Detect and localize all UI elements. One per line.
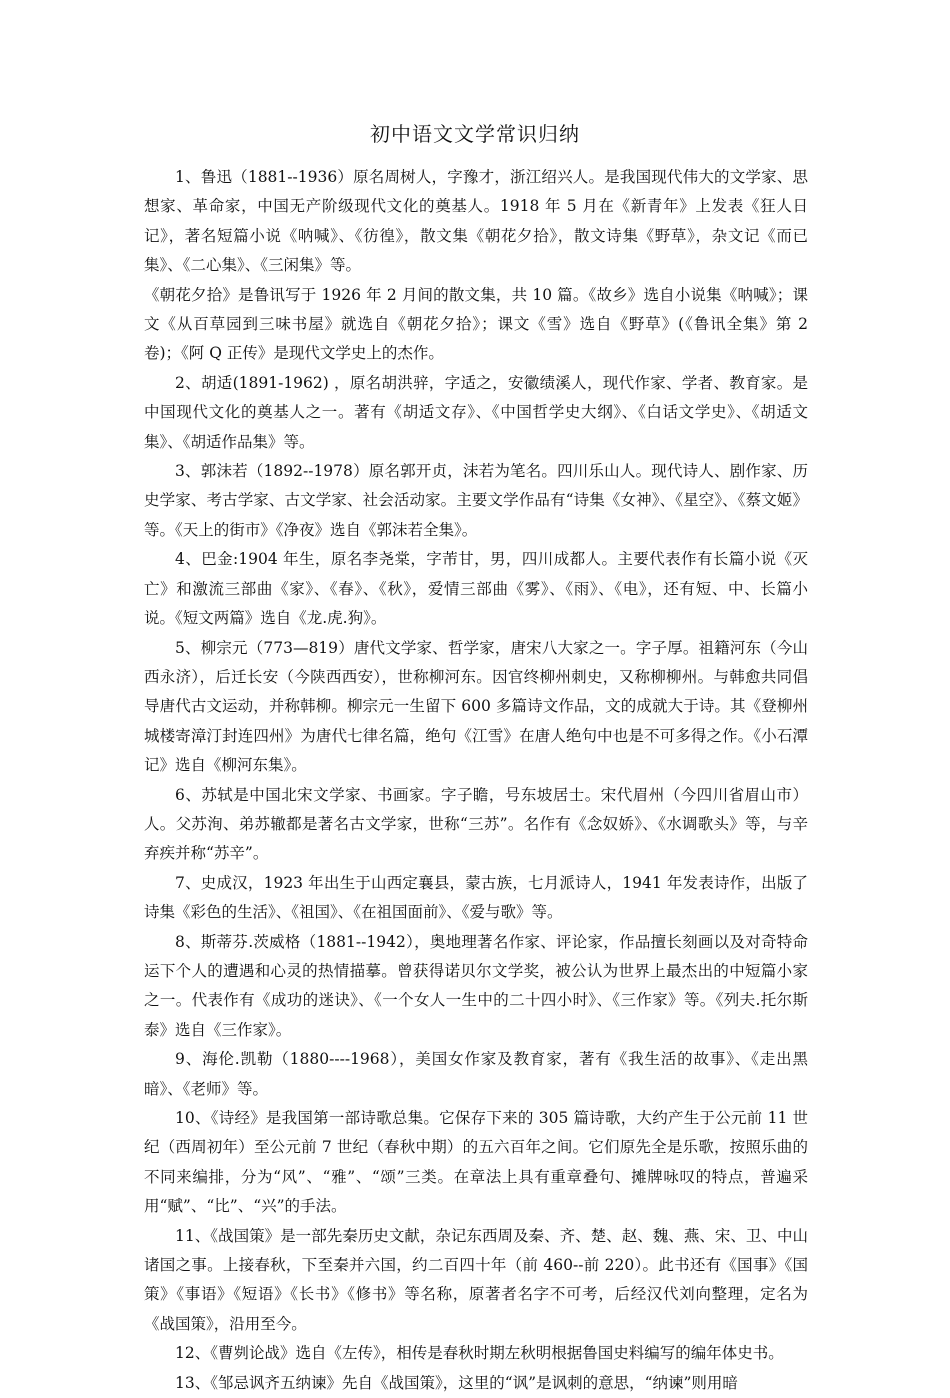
paragraph: 7、史成汉，1923 年出生于山西定襄县，蒙古族，七月派诗人，1941 年发表诗作，出版了诗集《彩色的生活》、《祖国》、《在祖国面前》、《爱与歌》等。 [144,873,808,922]
paragraph: 9、海伦.凯勒（1880----1968），美国女作家及教育家，著有《我生活的故事》、《走出黑暗》、《老师》等。 [144,1050,808,1098]
paragraph: 8、斯蒂芬.茨威格（1881--1942），奥地理著名作家、评论家，作品擅长刻画以及对奇特命运下个人的遭遇和心灵的热情描摹。曾获得诺贝尔文学奖，被公认为世界上最杰出的中短篇小家之一。代表作有《成功的迷诀》、《一个女人一生中的二十四小时》、《三作家》等。《列夫.托尔斯泰》选自《三作家》。 [144,932,808,1039]
paragraph: 10、《诗经》是我国第一部诗歌总集。它保存下来的 305 篇诗歌，大约产生于公元前 11 世纪（西周初年）至公元前 7 世纪（春秋中期）的五六百年之间。它们原先全是乐歌，按照乐曲的不同来编排，分为“风”、“雅”、“颂”三类。在章法上具有重章叠句、摊牌咏叹的特点，普遍采用“赋”、“比”、“兴”的手法。 [144,1109,808,1216]
paragraph: 4、巴金:1904 年生，原名李尧棠，字芾甘，男，四川成都人。主要代表作有长篇小说《灭亡》和激流三部曲《家》、《春》、《秋》，爱情三部曲《雾》、《雨》、《电》，还有短、中、长篇小说。《短文两篇》选自《龙.虎.狗》。 [144,550,808,628]
paragraph: 5、柳宗元（773—819）唐代文学家、哲学家，唐宋八大家之一。字子厚。祖籍河东（今山西永济），后迁长安（今陕西西安），世称柳河东。因官终柳州刺史，又称柳柳州。与韩愈共同倡导唐代古文运动，并称韩柳。柳宗元一生留下 600 多篇诗文作品，文的成就大于诗。其《登柳州城楼寄漳汀封连四州》为唐代七律名篇，绝句《江雪》在唐人绝句中也是不可多得之作。《小石潭记》选自《柳河东集》。 [144,638,808,775]
paragraph: 3、郭沫若（1892--1978）原名郭开贞，沫若为笔名。四川乐山人。现代诗人、剧作家、历史学家、考古学家、古文学家、社会活动家。主要文学作品有“诗集《女神》、《星空》、《蔡文姬》等。《天上的街市》《净夜》选自《郭沫若全集》。 [144,462,808,539]
paragraph: 12、《曹刿论战》选自《左传》，相传是春秋时期左秋明根据鲁国史料编写的编年体史书。 [175,1344,784,1363]
paragraph: 《朝花夕拾》是鲁讯写于 1926 年 2 月间的散文集，共 10 篇。《故乡》选自小说集《呐喊》；课文《从百草园到三味书屋》就选自《朝花夕拾》；课文《雪》选自《野草》(《鲁讯全集》第 2 卷)；《阿 Q 正传》是现代文学史上的杰作。 [144,285,808,363]
paragraph: 13、《邹忌讽齐五纳谏》先自《战国策》，这里的“讽”是讽刺的意思，“纳谏”则用暗 [175,1373,738,1392]
document-body [144,163,808,1398]
paragraph: 11、《战国策》是一部先秦历史文献，杂记东西周及秦、齐、楚、赵、魏、燕、宋、卫、中山诸国之事。上接春秋，下至秦并六国，约二百四十年（前 460--前 220）。此书还有《国事》《国策》《事语》《短语》《长书》《修书》等名称，原著者名字不可考，后经汉代刘向整理，定名为《战国策》，沿用至今。 [144,1226,808,1333]
paragraph: 6、苏轼是中国北宋文学家、书画家。字子瞻，号东坡居士。宋代眉州（今四川省眉山市）人。父苏洵、弟苏辙都是著名古文学家，世称“三苏”。名作有《念奴娇》、《水调歌头》等，与辛弃疾并称“苏辛”。 [144,785,808,863]
document-title: 初中语文文学常识归纳 [370,122,580,146]
paragraph: 2、胡适(1891-1962) ，原名胡洪骍，字适之，安徽绩溪人，现代作家、学者、教育家。是中国现代文化的奠基人之一。著有《胡适文存》、《中国哲学史大纲》、《白话文学史》、《胡适文集》、《胡适作品集》等。 [144,373,808,451]
paragraph: 1、鲁迅（1881--1936）原名周树人，字豫才，浙江绍兴人。是我国现代伟大的文学家、思想家、革命家，中国无产阶级现代文化的奠基人。1918 年 5 月在《新青年》上发表《狂人日记》，著名短篇小说《呐喊》、《彷徨》，散文集《朝花夕拾》，散文诗集《野草》，杂文记《而已集》、《二心集》、《三闲集》等。 [144,168,808,275]
